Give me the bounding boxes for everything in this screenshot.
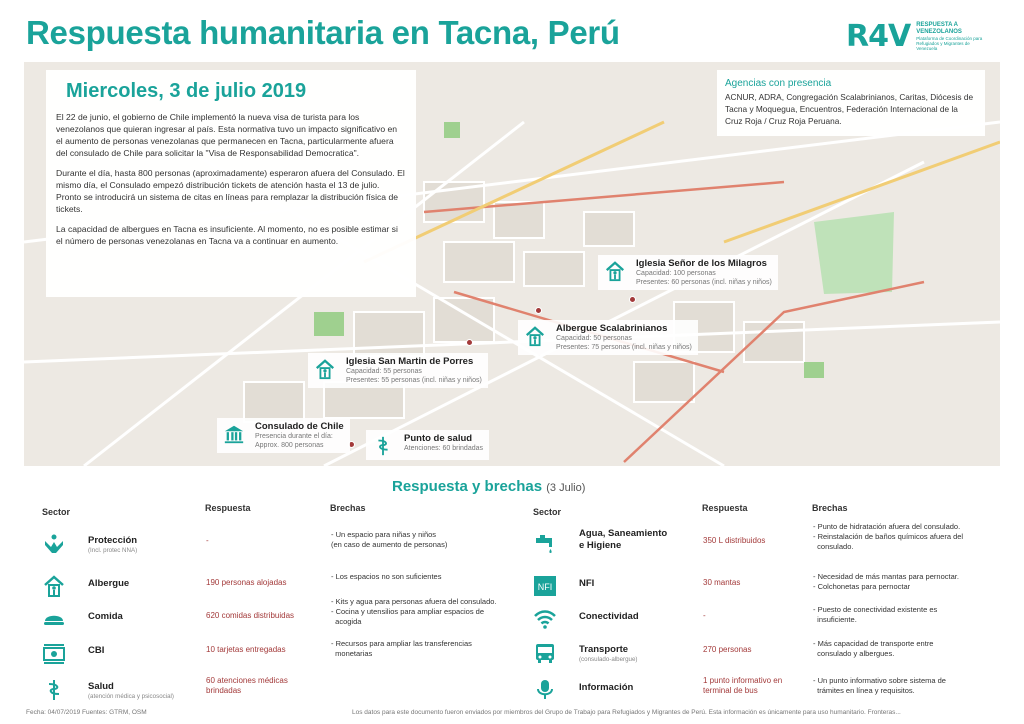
- sector-response: 350 L distribuidos: [703, 536, 766, 545]
- location-label[interactable]: Consulado de Chile Presencia durante el día: Approx. 800 personas: [217, 418, 350, 453]
- health-icon: [372, 435, 394, 457]
- sector-gap: - Un punto informativo sobre sistema de trámites en línea y requisitos.: [813, 676, 946, 695]
- header-brechas: Brechas: [330, 503, 366, 513]
- sector-name: Agua, Saneamiento e Higiene: [579, 528, 668, 551]
- paragraph-2: Durante el día, hasta 800 personas (aproximadamente) esperaron afuera del Consulado. El mismo día, el Consulado empezó distribución tickets de atención hasta el 13 de julio. Pronto se introducirá un sistema de citas en líneas para remplazar la distribución física de tickets.: [56, 168, 405, 214]
- sector-name: Información: [579, 682, 634, 693]
- location-label[interactable]: Punto de salud Atenciones: 60 brindadas: [366, 430, 489, 460]
- map-pin[interactable]: [629, 296, 636, 303]
- logo-mark: R4V: [846, 18, 911, 54]
- response-title: Respuesta y brechas (3 Julio): [392, 478, 586, 495]
- cash-icon: [42, 641, 66, 665]
- nfi-icon: [533, 574, 557, 598]
- sector-sub: (Incl. protec NNA): [88, 547, 138, 554]
- health-icon: [42, 678, 66, 702]
- map-pin[interactable]: [535, 307, 542, 314]
- sector-response: -: [703, 611, 706, 620]
- header-brechas: Brechas: [812, 503, 848, 513]
- sector-name: NFI: [579, 578, 595, 589]
- header-sector: Sector: [42, 507, 71, 517]
- header-respuesta: Respuesta: [205, 503, 251, 513]
- svg-text:NFI: NFI: [537, 582, 553, 592]
- sector-sub: (consulado-albergue): [579, 656, 638, 663]
- sector-response: -: [206, 536, 209, 545]
- sector-sub: (atención médica y psicosocial): [88, 693, 174, 700]
- sector-name: Transporte: [579, 644, 629, 655]
- sector-gap: - Punto de hidratación afuera del consulado. - Reinstalación de baños químicos afuera del consulado.: [813, 522, 964, 551]
- logo-text: RESPUESTA A VENEZOLANOS Plataforma de Coordinación para Refugiados y Migrantes de Venezuela: [916, 21, 983, 51]
- food-icon: [42, 607, 66, 631]
- sector-name: Conectividad: [579, 611, 639, 622]
- agencies-list: ACNUR, ADRA, Congregación Scalabrinianos, Caritas, Diócesis de Tacna y Moquegua, Encuentros, Federación Internacional de la Cruz Roja / Cruz Roja Peruana.: [725, 92, 974, 126]
- shelter-icon: [314, 358, 336, 380]
- wifi-icon: [533, 607, 557, 631]
- location-label[interactable]: Iglesia Señor de los Milagros Capacidad: 100 personas Presentes: 60 personas (incl. niñas y niños): [598, 255, 778, 290]
- page-title: Respuesta humanitaria en Tacna, Perú: [26, 14, 620, 51]
- sector-gap: - Necesidad de más mantas para pernoctar. - Colchonetas para pernoctar: [813, 572, 959, 591]
- bus-icon: [533, 641, 557, 665]
- sector-name: Salud: [88, 681, 114, 692]
- water-icon: [533, 532, 557, 556]
- sector-response: 190 personas alojadas: [206, 578, 287, 587]
- protection-icon: [42, 532, 66, 556]
- header-sector: Sector: [533, 507, 562, 517]
- sector-response: 1 punto informativo en terminal de bus: [703, 676, 783, 695]
- sector-name: CBI: [88, 645, 105, 656]
- info-icon: [533, 678, 557, 702]
- sector-gap: - Kits y agua para personas afuera del consulado. - Cocina y utensilios para ampliar espacios de acogida: [331, 597, 497, 626]
- sector-response: 10 tarjetas entregadas: [206, 645, 286, 654]
- sector-name: Comida: [88, 611, 123, 622]
- sector-response: 620 comidas distribuidas: [206, 611, 295, 620]
- paragraph-1: El 22 de junio, el gobierno de Chile implementó la nueva visa de turista para los venezolanos que quieran ingresar al país. Esta normativa tuvo un impacto significativo en el aumento de personas venezolanas que permanecen en Tacna, particularmente afuera del consulado de Chile para solicitar la "Visa de Responsabilidad Democratica".: [56, 112, 398, 158]
- sector-response: 30 mantas: [703, 578, 741, 587]
- date-card: [46, 70, 416, 297]
- header-respuesta: Respuesta: [702, 503, 748, 513]
- shelter-icon: [604, 260, 626, 282]
- sector-response: 60 atenciones médicas brindadas: [206, 676, 288, 695]
- paragraph-3: La capacidad de albergues en Tacna es insuficiente. Al momento, no es posible estimar si el número de personas venezolanas en Tacna va a continuar en aumento.: [56, 224, 398, 246]
- date-heading: Miercoles, 3 de julio 2019: [66, 80, 307, 102]
- consulate-icon: [223, 423, 245, 445]
- sector-gap: - Puesto de conectividad existente es insuficiente.: [813, 605, 938, 624]
- location-label[interactable]: Albergue Scalabrinianos Capacidad: 50 personas Presentes: 75 personas (incl. niñas y niños): [518, 320, 698, 355]
- sector-name: Protección: [88, 535, 138, 546]
- location-label[interactable]: Iglesia San Martin de Porres Capacidad: 55 personas Presentes: 55 personas (incl. niñas y niños): [308, 353, 488, 388]
- shelter-icon: [42, 574, 66, 598]
- sector-gap: - Más capacidad de transporte entre consulado y albergues.: [813, 639, 934, 658]
- sector-gap: - Los espacios no son suficientes: [331, 572, 442, 581]
- footer-disclaimer: Los datos para este documento fueron enviados por miembros del Grupo de Trabajo para Refugiados y Migrantes de Perú. Esta información es únicamente para uso humanitario. Fronteras...: [352, 709, 901, 716]
- sector-response: 270 personas: [703, 645, 752, 654]
- sector-gap: - Un espacio para niñas y niños (en caso de aumento de personas): [331, 530, 448, 549]
- r4v-logo: [846, 18, 986, 54]
- agencies-card: [717, 70, 985, 136]
- shelter-icon: [524, 325, 546, 347]
- agencies-heading: Agencias con presencia: [725, 78, 832, 89]
- sector-name: Albergue: [88, 578, 130, 589]
- map-pin[interactable]: [466, 339, 473, 346]
- sector-gap: - Recursos para ampliar las transferencias monetarias: [331, 639, 472, 658]
- footer-source: Fecha: 04/07/2019 Fuentes: GTRM, OSM: [26, 709, 147, 716]
